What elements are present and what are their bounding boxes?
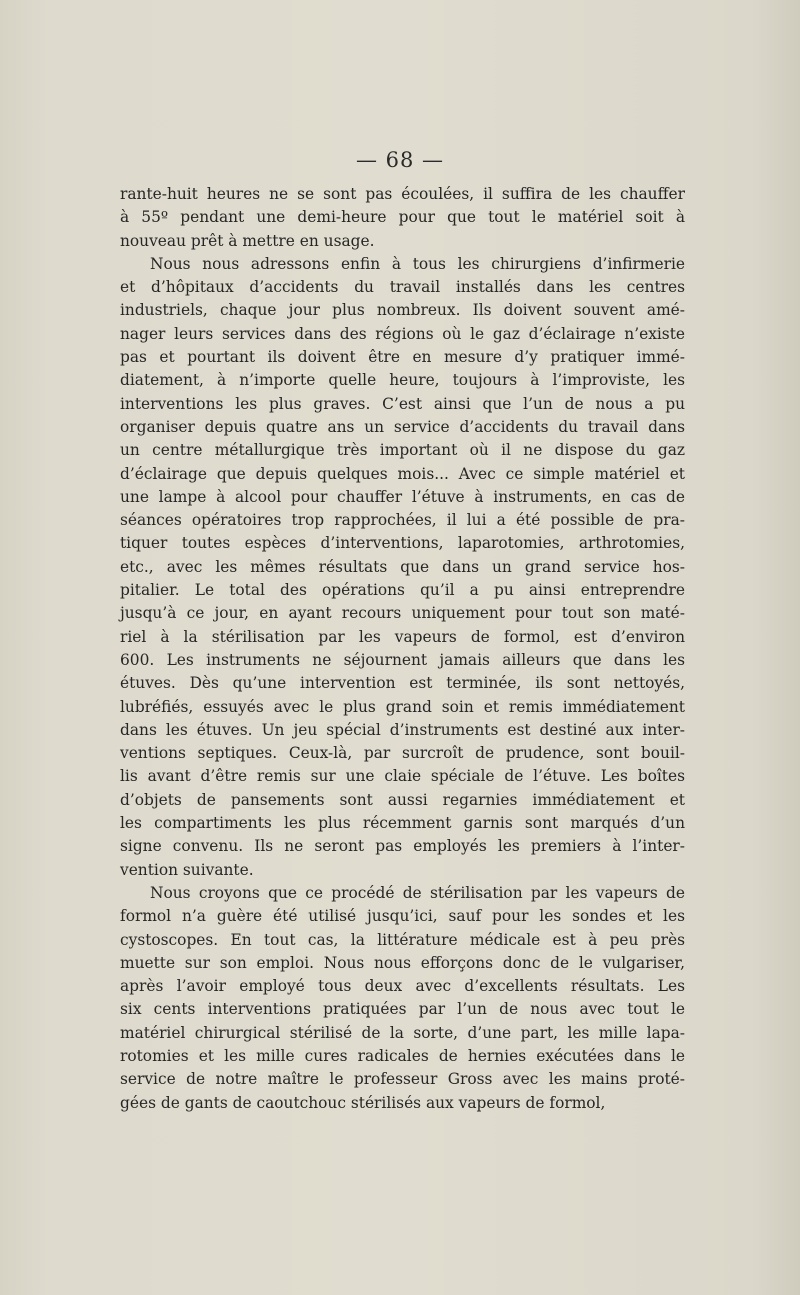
text-line: nager leurs services dans des régions où le gaz d’éclairage n’existe — [120, 324, 685, 343]
text-line: d’éclairage que depuis quelques mois... Avec ce simple matériel et — [120, 464, 685, 483]
text-line: diatement, à n’importe quelle heure, toujours à l’improviste, les — [120, 371, 685, 390]
text-line: organiser depuis quatre ans un service d’accidents du travail dans — [120, 417, 685, 436]
text-line: interventions les plus graves. C’est ainsi que l’un de nous a pu — [120, 394, 685, 413]
text-line: et d’hôpitaux d’accidents du travail installés dans les centres — [120, 278, 685, 297]
text-line: jusqu’à ce jour, en ayant recours uniquement pour tout son maté- — [120, 604, 685, 623]
text-line: Nous croyons que ce procédé de stérilisation par les vapeurs de — [150, 883, 685, 902]
text-line: matériel chirurgical stérilisé de la sorte, d’une part, les mille lapa- — [120, 1023, 685, 1042]
text-line: lubréfiés, essuyés avec le plus grand soin et remis immédiatement — [120, 697, 685, 716]
text-line: rante-huit heures ne se sont pas écoulées, il suffira de les chauffer — [120, 185, 685, 203]
text-line: service de notre maître le professeur Gross avec les mains proté- — [120, 1070, 685, 1089]
text-line: dans les étuves. Un jeu spécial d’instruments est destiné aux inter- — [120, 720, 685, 739]
text-line: les compartiments les plus récemment garnis sont marqués d’un — [120, 814, 685, 833]
paragraph — [120, 882, 685, 1115]
paragraph — [120, 183, 685, 253]
text-line: muette sur son emploi. Nous nous efforçons donc de le vulgariser, — [120, 953, 685, 972]
text-line: d’objets de pansements sont aussi regarnies immédiatement et — [120, 790, 685, 809]
page-number: — 68 — — [355, 148, 445, 172]
text-line: ventions septiques. Ceux-là, par surcroît de prudence, sont bouil- — [120, 744, 685, 763]
text-line: après l’avoir employé tous deux avec d’excellents résultats. Les — [120, 977, 685, 996]
paragraph — [120, 253, 685, 882]
text-line: 600. Les instruments ne séjournent jamais ailleurs que dans les — [120, 650, 685, 669]
text-line: signe convenu. Ils ne seront pas employés les premiers à l’inter- — [120, 837, 685, 856]
body-text — [120, 183, 685, 1115]
text-line: pitalier. Le total des opérations qu’il a pu ainsi entreprendre — [120, 581, 685, 600]
text-line: tiquer toutes espèces d’interventions, laparotomies, arthrotomies, — [120, 534, 685, 553]
text-line: séances opératoires trop rapprochées, il lui a été possible de pra- — [120, 511, 685, 530]
text-line: à 55º pendant une demi-heure pour que tout le matériel soit à — [120, 208, 685, 227]
text-line: nouveau prêt à mettre en usage. — [120, 231, 375, 250]
text-line: rotomies et les mille cures radicales de hernies exécutées dans le — [120, 1046, 685, 1065]
text-line: vention suivante. — [120, 860, 254, 879]
text-line: étuves. Dès qu’une intervention est terminée, ils sont nettoyés, — [120, 674, 685, 693]
text-line: formol n’a guère été utilisé jusqu’ici, sauf pour les sondes et les — [120, 907, 685, 926]
text-line: une lampe à alcool pour chauffer l’étuve à instruments, en cas de — [120, 487, 685, 506]
text-line: riel à la stérilisation par les vapeurs de formol, est d’environ — [120, 627, 685, 646]
text-line: industriels, chaque jour plus nombreux. Ils doivent souvent amé- — [120, 301, 685, 320]
text-line: un centre métallurgique très important où il ne dispose du gaz — [120, 441, 685, 460]
text-line: lis avant d’être remis sur une claie spéciale de l’étuve. Les boîtes — [120, 767, 685, 786]
text-line: pas et pourtant ils doivent être en mesure d’y pratiquer immé- — [120, 348, 685, 367]
text-line: Nous nous adressons enfin à tous les chirurgiens d’infirmerie — [150, 254, 685, 273]
text-line: cystoscopes. En tout cas, la littérature médicale est à peu près — [120, 930, 685, 949]
text-line: gées de gants de caoutchouc stérilisés aux vapeurs de formol, — [120, 1093, 606, 1112]
text-line: six cents interventions pratiquées par l’un de nous avec tout le — [120, 1000, 685, 1019]
text-line: etc., avec les mêmes résultats que dans un grand service hos- — [120, 557, 685, 576]
